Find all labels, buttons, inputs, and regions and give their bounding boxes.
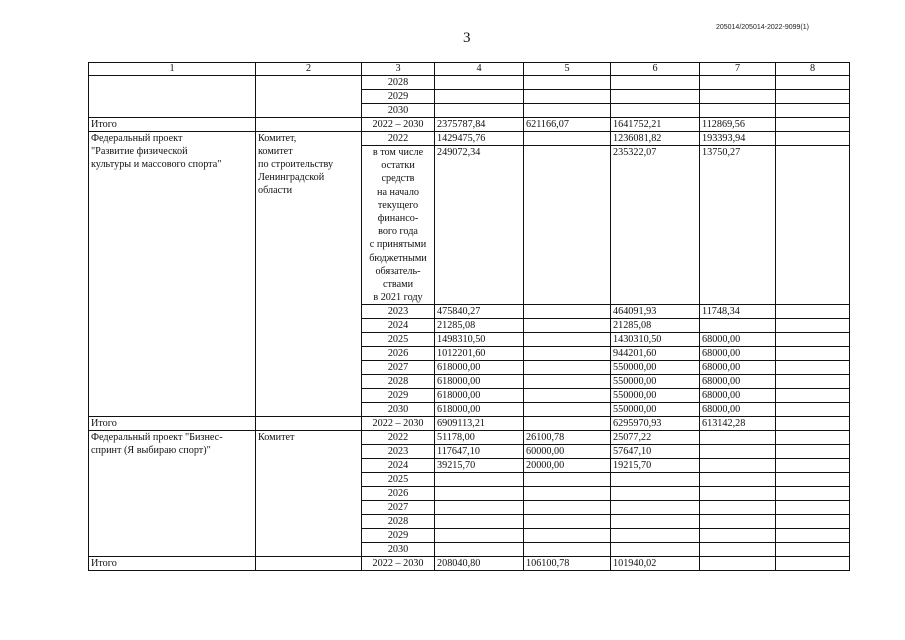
amount-total-cell: 618000,00 (435, 361, 524, 375)
amount-other-cell: 68000,00 (700, 389, 776, 403)
period-cell: 2024 (362, 319, 435, 333)
amount-regional-cell: 21285,08 (611, 319, 700, 333)
empty-cell (700, 90, 776, 104)
amount-federal-cell (524, 501, 611, 515)
empty-cell (89, 76, 256, 118)
amount-total-cell: 208040,80 (435, 557, 524, 571)
amount-other-cell (700, 529, 776, 543)
empty-cell (435, 76, 524, 90)
amount-federal-cell: 60000,00 (524, 445, 611, 459)
amount-other-cell (700, 501, 776, 515)
empty-cell (776, 473, 850, 487)
empty-cell (776, 305, 850, 319)
amount-regional-cell (611, 529, 700, 543)
amount-regional-cell: 944201,60 (611, 347, 700, 361)
amount-total-cell (435, 515, 524, 529)
column-header-4: 4 (435, 63, 524, 76)
amount-federal-cell (524, 132, 611, 146)
column-header-1: 1 (89, 63, 256, 76)
period-cell: 2027 (362, 501, 435, 515)
empty-cell (611, 90, 700, 104)
empty-cell (776, 90, 850, 104)
period-cell: 2023 (362, 445, 435, 459)
empty-cell (524, 104, 611, 118)
period-cell: 2022 (362, 431, 435, 445)
amount-total-cell (435, 487, 524, 501)
amount-other-cell: 112869,56 (700, 118, 776, 132)
amount-federal-cell (524, 529, 611, 543)
period-cell: 2030 (362, 403, 435, 417)
amount-total-cell: 618000,00 (435, 375, 524, 389)
amount-total-cell: 2375787,84 (435, 118, 524, 132)
amount-total-cell: 51178,00 (435, 431, 524, 445)
amount-other-cell (700, 487, 776, 501)
period-cell: 2024 (362, 459, 435, 473)
amount-other-cell: 13750,27 (700, 146, 776, 305)
amount-regional-cell (611, 543, 700, 557)
amount-federal-cell (524, 146, 611, 305)
period-cell: 2022 – 2030 (362, 557, 435, 571)
column-header-3: 3 (362, 63, 435, 76)
column-header-8: 8 (776, 63, 850, 76)
empty-cell (776, 459, 850, 473)
empty-cell (256, 118, 362, 132)
amount-federal-cell (524, 347, 611, 361)
amount-other-cell (700, 543, 776, 557)
column-header-2: 2 (256, 63, 362, 76)
empty-cell (776, 76, 850, 90)
total-label: Итого (89, 417, 256, 431)
amount-other-cell (700, 445, 776, 459)
amount-total-cell: 475840,27 (435, 305, 524, 319)
empty-cell (776, 347, 850, 361)
total-label: Итого (89, 118, 256, 132)
empty-cell (776, 431, 850, 445)
amount-federal-cell (524, 473, 611, 487)
amount-other-cell: 193393,94 (700, 132, 776, 146)
amount-regional-cell: 550000,00 (611, 361, 700, 375)
amount-other-cell: 68000,00 (700, 403, 776, 417)
period-cell: 2030 (362, 543, 435, 557)
amount-regional-cell: 25077,22 (611, 431, 700, 445)
empty-cell (611, 76, 700, 90)
amount-regional-cell (611, 515, 700, 529)
amount-federal-cell (524, 305, 611, 319)
empty-cell (776, 557, 850, 571)
empty-cell (776, 543, 850, 557)
amount-regional-cell (611, 487, 700, 501)
amount-federal-cell (524, 389, 611, 403)
amount-federal-cell (524, 319, 611, 333)
amount-regional-cell: 19215,70 (611, 459, 700, 473)
empty-cell (776, 132, 850, 146)
empty-cell (776, 319, 850, 333)
period-cell: 2028 (362, 76, 435, 90)
amount-other-cell (700, 431, 776, 445)
period-cell: 2029 (362, 529, 435, 543)
amount-total-cell (435, 529, 524, 543)
page-number: 3 (463, 30, 471, 46)
empty-cell (256, 417, 362, 431)
amount-regional-cell: 464091,93 (611, 305, 700, 319)
amount-total-cell: 618000,00 (435, 389, 524, 403)
amount-regional-cell: 1236081,82 (611, 132, 700, 146)
amount-other-cell: 68000,00 (700, 375, 776, 389)
total-row (89, 118, 850, 132)
header-row (89, 63, 850, 76)
amount-other-cell (700, 473, 776, 487)
period-cell: 2022 (362, 132, 435, 146)
amount-other-cell: 613142,28 (700, 417, 776, 431)
period-cell: 2028 (362, 375, 435, 389)
amount-total-cell: 21285,08 (435, 319, 524, 333)
empty-cell (611, 104, 700, 118)
amount-federal-cell (524, 403, 611, 417)
amount-regional-cell (611, 501, 700, 515)
amount-federal-cell: 621166,07 (524, 118, 611, 132)
period-cell: 2029 (362, 90, 435, 104)
table-row (89, 132, 850, 146)
amount-other-cell (700, 459, 776, 473)
amount-regional-cell: 550000,00 (611, 375, 700, 389)
period-cell: 2026 (362, 487, 435, 501)
period-cell: 2026 (362, 347, 435, 361)
amount-federal-cell (524, 375, 611, 389)
period-cell: 2025 (362, 473, 435, 487)
responsible-executor: Комитет (256, 431, 362, 557)
project-name: Федеральный проект "Бизнес- спринт (Я выбираю спорт)" (89, 431, 256, 557)
empty-cell (776, 515, 850, 529)
empty-cell (256, 557, 362, 571)
amount-regional-cell: 235322,07 (611, 146, 700, 305)
table-row (89, 76, 850, 90)
empty-cell (524, 90, 611, 104)
period-cell: 2025 (362, 333, 435, 347)
empty-cell (700, 104, 776, 118)
amount-federal-cell: 106100,78 (524, 557, 611, 571)
empty-cell (435, 104, 524, 118)
period-cell: 2027 (362, 361, 435, 375)
amount-total-cell (435, 501, 524, 515)
empty-cell (776, 375, 850, 389)
total-label: Итого (89, 557, 256, 571)
period-cell: 2022 – 2030 (362, 118, 435, 132)
empty-cell (776, 333, 850, 347)
amount-federal-cell (524, 543, 611, 557)
amount-total-cell: 117647,10 (435, 445, 524, 459)
empty-cell (776, 487, 850, 501)
amount-regional-cell: 57647,10 (611, 445, 700, 459)
empty-cell (776, 403, 850, 417)
project-name: Федеральный проект "Развитие физической культуры и массового спорта" (89, 132, 256, 417)
empty-cell (776, 361, 850, 375)
amount-federal-cell: 26100,78 (524, 431, 611, 445)
total-row (89, 417, 850, 431)
amount-regional-cell: 550000,00 (611, 403, 700, 417)
amount-federal-cell (524, 487, 611, 501)
empty-cell (700, 76, 776, 90)
amount-other-cell: 68000,00 (700, 347, 776, 361)
empty-cell (776, 417, 850, 431)
amount-total-cell: 6909113,21 (435, 417, 524, 431)
amount-total-cell: 39215,70 (435, 459, 524, 473)
empty-cell (776, 501, 850, 515)
period-cell: 2022 – 2030 (362, 417, 435, 431)
amount-regional-cell: 550000,00 (611, 389, 700, 403)
amount-other-cell (700, 557, 776, 571)
empty-cell (776, 389, 850, 403)
amount-total-cell: 618000,00 (435, 403, 524, 417)
document-id: 205014/205014-2022-9099(1) (715, 24, 809, 31)
column-header-5: 5 (524, 63, 611, 76)
empty-cell (776, 445, 850, 459)
empty-cell (776, 104, 850, 118)
amount-other-cell: 11748,34 (700, 305, 776, 319)
amount-total-cell: 1429475,76 (435, 132, 524, 146)
amount-total-cell: 249072,34 (435, 146, 524, 305)
amount-regional-cell: 1641752,21 (611, 118, 700, 132)
empty-cell (256, 76, 362, 118)
amount-federal-cell: 20000,00 (524, 459, 611, 473)
amount-other-cell (700, 515, 776, 529)
responsible-executor: Комитет, комитет по строительству Ленинградской области (256, 132, 362, 417)
empty-cell (776, 529, 850, 543)
empty-cell (524, 76, 611, 90)
period-cell: 2028 (362, 515, 435, 529)
empty-cell (776, 146, 850, 305)
amount-total-cell: 1498310,50 (435, 333, 524, 347)
period-cell: 2030 (362, 104, 435, 118)
amount-total-cell (435, 543, 524, 557)
period-cell: 2029 (362, 389, 435, 403)
table-row (89, 431, 850, 445)
amount-federal-cell (524, 417, 611, 431)
period-note-cell: в том числе остатки средств на начало текущего финансо- вого года с принятыми бюджетными обязатель- ствами в 2021 году (362, 146, 435, 305)
amount-regional-cell (611, 473, 700, 487)
amount-total-cell: 1012201,60 (435, 347, 524, 361)
amount-regional-cell: 1430310,50 (611, 333, 700, 347)
total-row (89, 557, 850, 571)
amount-regional-cell: 101940,02 (611, 557, 700, 571)
amount-federal-cell (524, 515, 611, 529)
amount-other-cell: 68000,00 (700, 361, 776, 375)
amount-federal-cell (524, 333, 611, 347)
period-cell: 2023 (362, 305, 435, 319)
amount-other-cell (700, 319, 776, 333)
amount-federal-cell (524, 361, 611, 375)
amount-other-cell: 68000,00 (700, 333, 776, 347)
column-header-6: 6 (611, 63, 700, 76)
empty-cell (776, 118, 850, 132)
column-header-7: 7 (700, 63, 776, 76)
empty-cell (435, 90, 524, 104)
amount-regional-cell: 6295970,93 (611, 417, 700, 431)
budget-table (88, 62, 850, 571)
amount-total-cell (435, 473, 524, 487)
